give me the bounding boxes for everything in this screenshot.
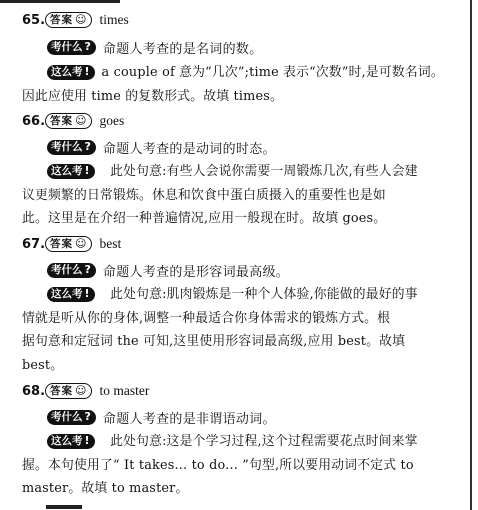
top-divider	[0, 0, 120, 3]
test-text: 命题人考查的是形容词最高级。	[102, 264, 290, 280]
question-mark-icon: ?	[84, 410, 91, 423]
question-68-method	[22, 430, 466, 501]
answer-text: to master	[99, 383, 150, 398]
test-badge-label: 考什么	[51, 41, 83, 53]
smile-icon: ☺	[75, 13, 88, 26]
test-badge	[47, 410, 96, 425]
answer-badge-label: 答案	[50, 238, 73, 250]
question-number: 68.	[22, 383, 46, 399]
test-badge-label: 考什么	[51, 141, 83, 153]
question-mark-icon: ?	[84, 263, 91, 276]
test-badge	[47, 40, 96, 55]
method-line: 据句意和定冠词 the 可知,这里使用形容词最高级,应用 best。故填	[22, 334, 406, 349]
question-67-header	[22, 233, 121, 255]
method-line: a couple of 意为“几次”;time 表示“次数”时,是可数名词。	[101, 65, 444, 80]
method-badge-label: 这么考	[51, 288, 83, 300]
question-mark-icon: ?	[84, 40, 91, 53]
method-badge-label: 这么考	[51, 165, 83, 177]
method-badge	[47, 287, 95, 302]
question-65-header	[22, 9, 129, 31]
method-badge-label: 这么考	[51, 66, 83, 78]
method-line: 此处句意:肌肉锻炼是一种个人体验,你能做的最好的事	[110, 287, 418, 302]
question-mark-icon: ?	[84, 140, 91, 153]
question-number: 66.	[22, 113, 46, 129]
question-67-test-row	[46, 260, 464, 280]
answer-text: goes	[99, 113, 125, 128]
test-text: 命题人考查的是名词的数。	[102, 41, 263, 57]
question-66-header	[22, 110, 124, 132]
answer-badge-label: 答案	[50, 14, 73, 26]
question-67-method	[22, 283, 466, 377]
right-margin-line	[470, 0, 472, 510]
method-line: 因此应使用 time 的复数形式。故填 times。	[22, 88, 284, 104]
method-badge	[47, 434, 95, 449]
test-badge	[47, 140, 96, 155]
smile-icon: ☺	[75, 114, 88, 127]
exclamation-icon: !	[84, 434, 90, 447]
smile-icon: ☺	[75, 384, 88, 397]
test-badge-label: 考什么	[51, 264, 83, 276]
method-line: 此处句意:这是个学习过程,这个过程需要花点时间来掌	[110, 434, 418, 449]
method-badge	[47, 65, 95, 80]
method-line: master。故填 to master。	[22, 481, 189, 496]
bottom-divider	[46, 505, 82, 509]
method-line: best。	[22, 357, 64, 373]
method-line: 情就是听从你的身体,调整一种最适合你身体需求的锻炼方式。根	[22, 310, 391, 326]
answer-badge	[45, 236, 92, 252]
exclamation-icon: !	[84, 164, 90, 177]
method-line: 议更频繁的日常锻炼。休息和饮食中蛋白质摄入的重要性也是如	[22, 187, 386, 203]
question-66-method	[22, 160, 466, 231]
answer-text: best	[99, 236, 122, 251]
question-65-method	[22, 61, 466, 108]
method-badge	[47, 164, 95, 179]
exclamation-icon: !	[84, 65, 90, 78]
answer-badge	[45, 383, 92, 399]
test-text: 命题人考查的是动词的时态。	[102, 141, 276, 157]
answer-badge-label: 答案	[50, 385, 73, 397]
answer-badge	[45, 113, 92, 129]
question-65-test-row	[46, 37, 464, 57]
answer-text: times	[99, 12, 129, 27]
answer-badge-label: 答案	[50, 115, 73, 127]
method-line: 此处句意:有些人会说你需要一周锻炼几次,有些人会建	[110, 164, 418, 179]
question-68-test-row	[46, 407, 464, 427]
test-badge-label: 考什么	[51, 411, 83, 423]
method-line: 握。本句使用了“ It takes... to do... ”句型,所以要用动词不定式 to	[22, 457, 414, 473]
method-badge-label: 这么考	[51, 435, 83, 447]
question-number: 67.	[22, 236, 46, 252]
test-text: 命题人考查的是非谓语动词。	[102, 411, 276, 427]
method-line: 此。这里是在介绍一种普遍情况,应用一般现在时。故填 goes。	[22, 211, 387, 226]
question-number: 65.	[22, 12, 46, 28]
test-badge	[47, 263, 96, 278]
answer-badge	[45, 12, 92, 28]
exclamation-icon: !	[84, 287, 90, 300]
question-68-header	[22, 380, 149, 402]
question-66-test-row	[46, 137, 464, 157]
smile-icon: ☺	[75, 237, 88, 250]
